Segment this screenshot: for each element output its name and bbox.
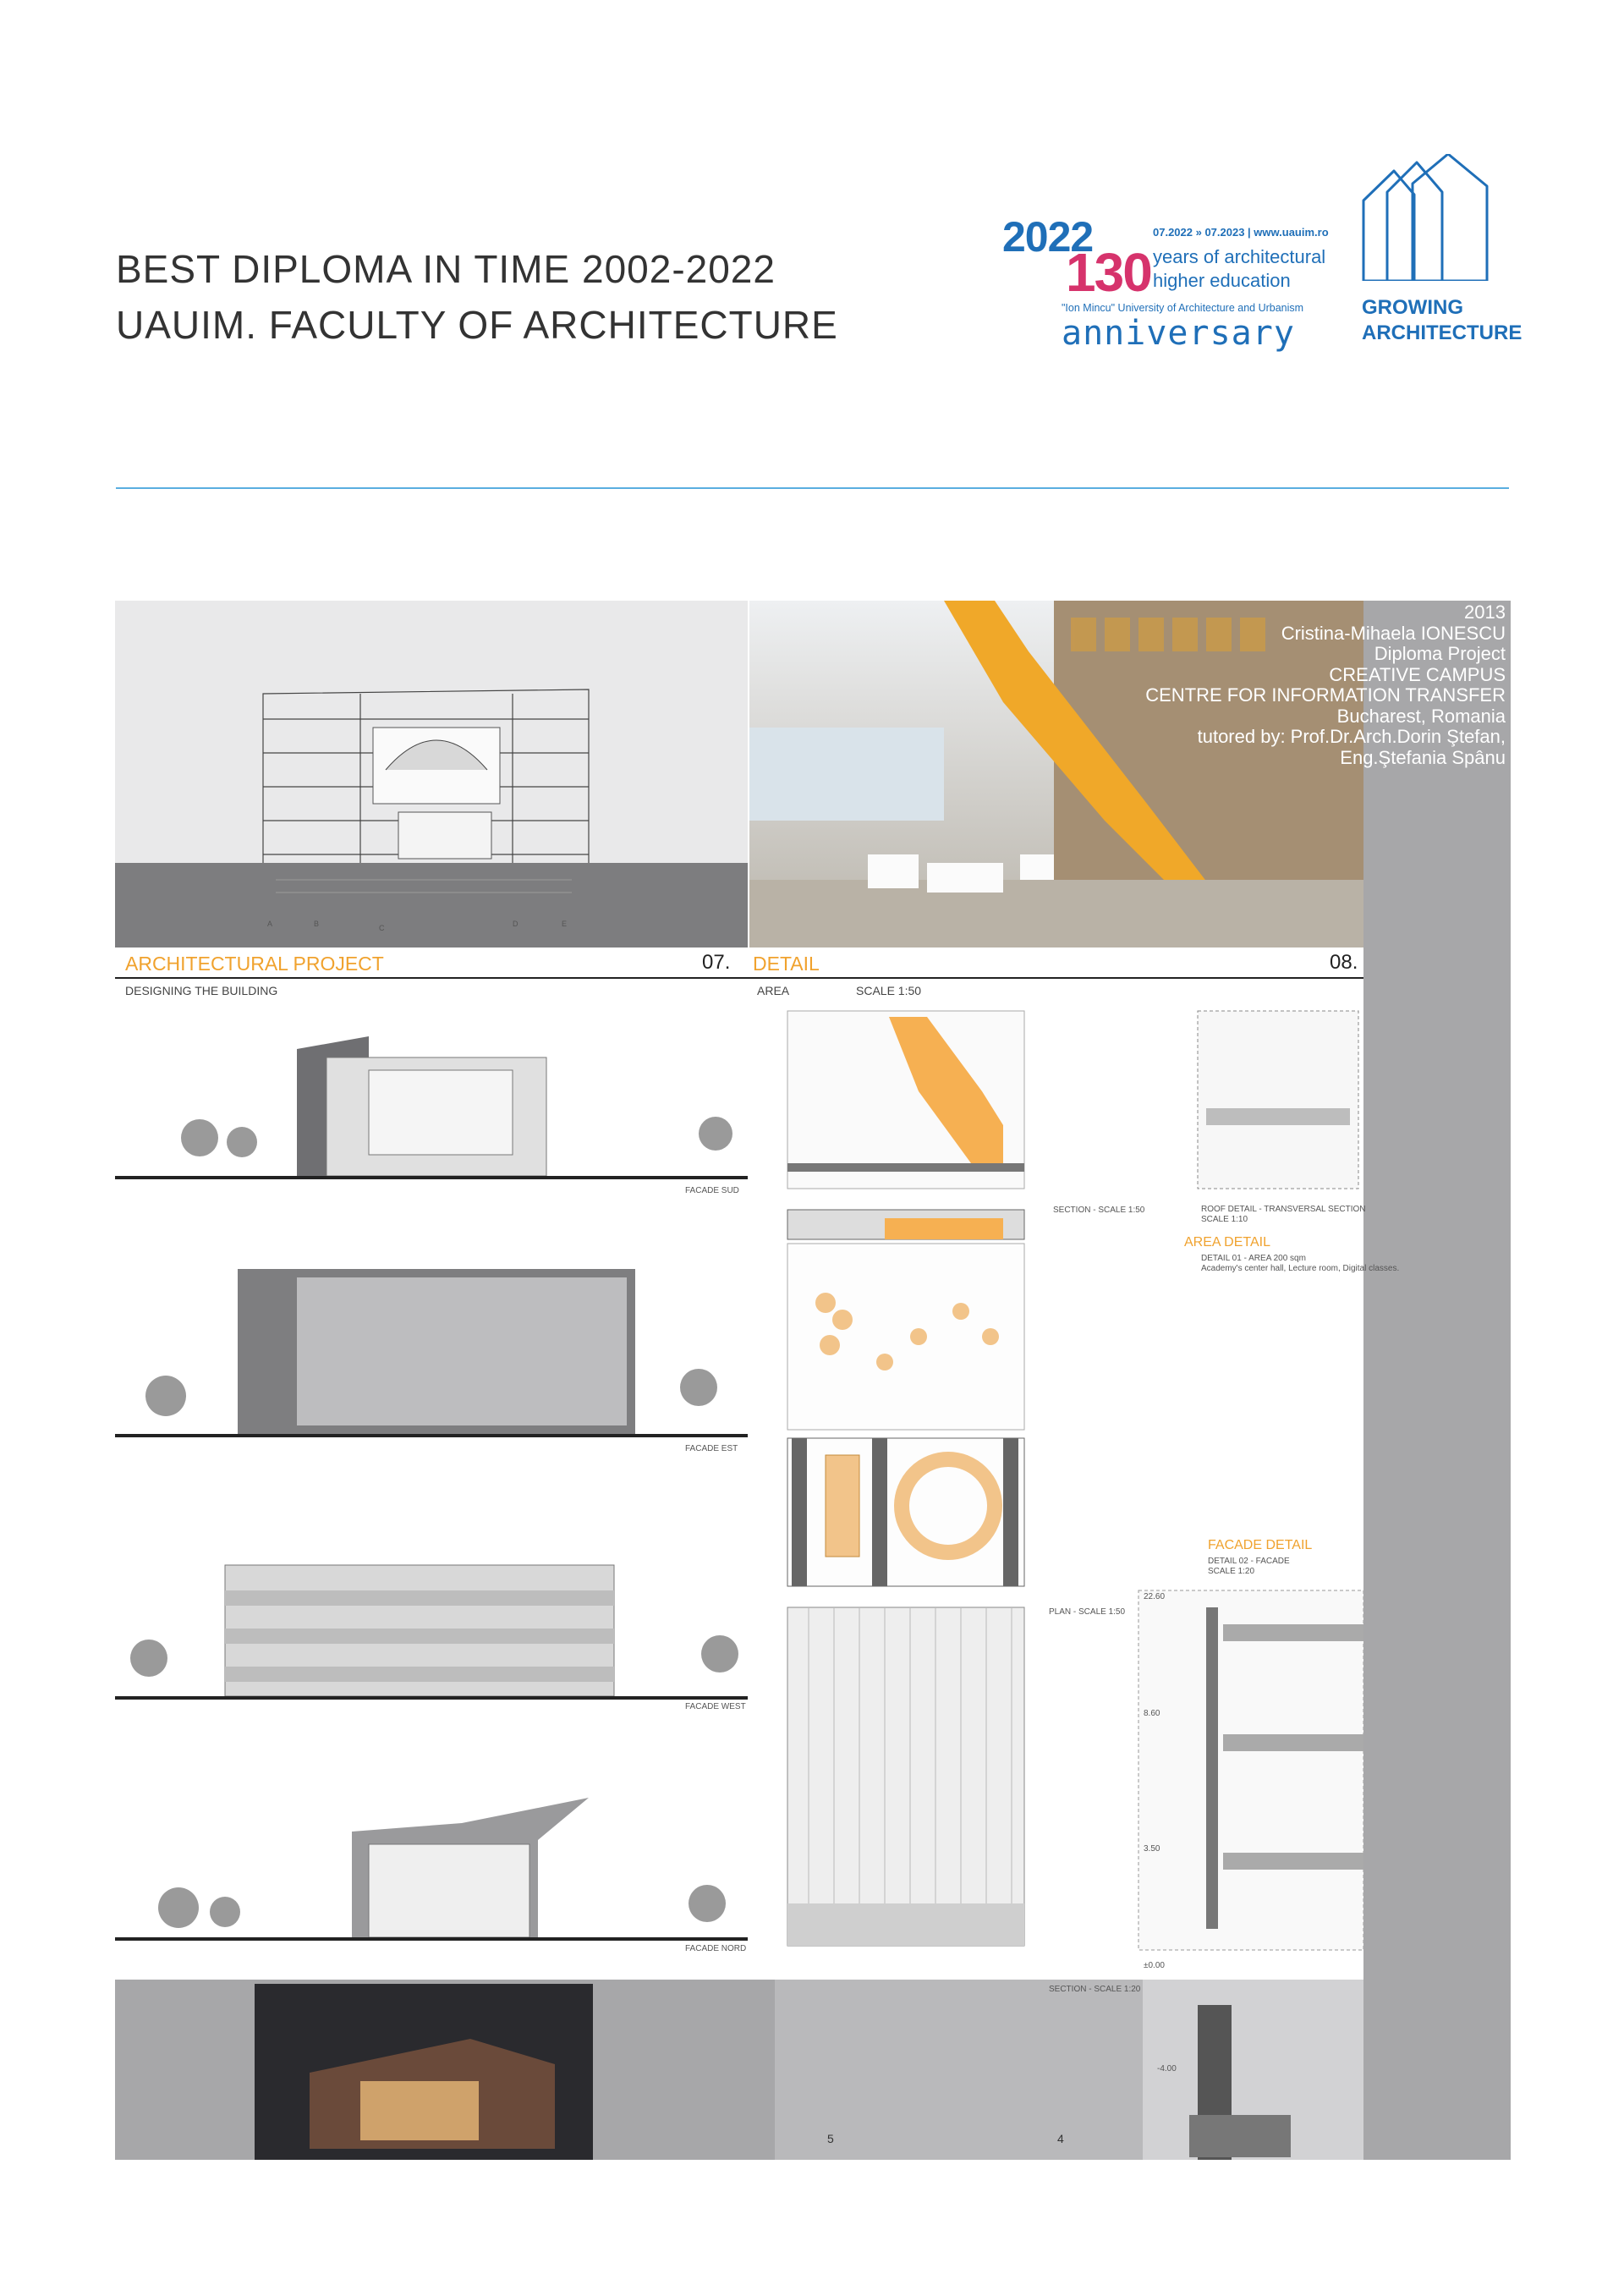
roof-detail-scale: SCALE 1:10 xyxy=(1201,1215,1248,1224)
area-label: AREA xyxy=(757,984,790,997)
area-detail-title-text: AREA DETAIL xyxy=(1184,1235,1270,1250)
grid-number-4: 4 xyxy=(1057,2132,1064,2145)
level-minus-4: -4.00 xyxy=(1157,2064,1177,2074)
growing-architecture-logo xyxy=(1353,154,1522,357)
grid-number-5: 5 xyxy=(827,2132,834,2145)
area-detail-title xyxy=(1184,1235,1270,1250)
facade-label-sud: FACADE SUD xyxy=(685,1186,739,1195)
facade-sud-drawing xyxy=(115,1036,748,1179)
axis-label-a: A xyxy=(267,920,273,928)
details-svg xyxy=(749,998,1366,1980)
section-number-08: 08. xyxy=(1330,951,1358,974)
facade-nord-drawing xyxy=(115,1798,748,1941)
growing-line-1: GROWING xyxy=(1362,296,1463,319)
axis-label-d: D xyxy=(513,920,518,928)
axis-label-c: C xyxy=(379,924,385,932)
project-location: Bucharest, Romania xyxy=(1336,705,1506,727)
anniversary-number: 130 xyxy=(1066,242,1151,303)
facade-label-nord: FACADE NORD xyxy=(685,1944,747,1953)
section-svg xyxy=(115,601,748,948)
anniversary-logo xyxy=(1002,207,1349,360)
anniversary-line-2: higher education xyxy=(1153,270,1291,291)
title-line-1: BEST DIPLOMA IN TIME 2002-2022 xyxy=(116,247,776,291)
facade-est-drawing xyxy=(115,1269,748,1437)
project-year: 2013 xyxy=(1464,601,1506,623)
area-detail-line-1: DETAIL 01 - AREA 200 sqm xyxy=(1201,1254,1306,1263)
level-22-60: 22.60 xyxy=(1144,1592,1166,1601)
anniversary-university: "Ion Mincu" University of Architecture and Urbanism xyxy=(1062,302,1304,314)
page-title xyxy=(116,241,838,353)
section-number-07: 07. xyxy=(702,951,731,974)
project-type: Diploma Project xyxy=(1374,643,1506,664)
anniversary-line-1: years of architectural xyxy=(1153,246,1326,267)
project-subtitle: CENTRE FOR INFORMATION TRANSFER xyxy=(1145,684,1506,706)
scale-label: SCALE 1:50 xyxy=(856,984,922,997)
section-title-detail: DETAIL xyxy=(753,953,820,975)
facades-column xyxy=(115,998,748,1975)
project-tutor-1: tutored by: Prof.Dr.Arch.Dorin Ştefan, xyxy=(1197,726,1506,747)
subtitle-designing: DESIGNING THE BUILDING xyxy=(125,984,278,997)
project-author: Cristina-Mihaela IONESCU xyxy=(1281,622,1506,644)
plan-caption: PLAN - SCALE 1:50 xyxy=(1049,1607,1126,1617)
anniversary-word: anniversary xyxy=(1062,314,1295,353)
facade-west-drawing xyxy=(115,1565,748,1700)
header-divider xyxy=(116,487,1509,489)
facade-detail-title-text: FACADE DETAIL xyxy=(1208,1538,1313,1552)
section-header-rule xyxy=(115,977,1363,979)
facade-detail-title xyxy=(1208,1538,1312,1553)
growing-line-2: ARCHITECTURE xyxy=(1362,321,1522,344)
level-0-00: ±0.00 xyxy=(1144,1961,1165,1970)
level-3-50: 3.50 xyxy=(1144,1844,1160,1854)
details-column xyxy=(749,998,1366,1980)
facades-svg xyxy=(115,998,748,1975)
section-caption: SECTION - SCALE 1:50 xyxy=(1053,1206,1145,1215)
project-tutor-2: Eng.Ştefania Spânu xyxy=(1340,746,1506,768)
building-section-drawing xyxy=(115,601,748,948)
facade-label-west: FACADE WEST xyxy=(685,1702,746,1711)
section-title-architectural: ARCHITECTURAL PROJECT xyxy=(125,953,384,975)
title-line-2: UAUIM. FACULTY OF ARCHITECTURE xyxy=(116,303,838,347)
roof-detail-label: ROOF DETAIL - TRANSVERSAL SECTION xyxy=(1201,1205,1366,1214)
section2-caption: SECTION - SCALE 1:20 xyxy=(1049,1985,1141,1994)
houses-icon xyxy=(1353,154,1522,281)
anniversary-year: 2022 xyxy=(1002,213,1094,261)
facade-detail-line-1: DETAIL 02 - FACADE xyxy=(1208,1557,1290,1566)
info-strip xyxy=(1363,601,1511,2160)
anniversary-dates: 07.2022 » 07.2023 | www.uauim.ro xyxy=(1153,226,1329,239)
area-detail-line-2: Academy's center hall, Lecture room, Digital classes. xyxy=(1201,1264,1400,1273)
axis-label-e: E xyxy=(562,920,568,928)
project-name: CREATIVE CAMPUS xyxy=(1329,663,1506,685)
axis-label-b: B xyxy=(314,920,320,928)
facade-detail-line-2: SCALE 1:20 xyxy=(1208,1567,1255,1576)
level-8-60: 8.60 xyxy=(1144,1709,1160,1718)
facade-label-est: FACADE EST xyxy=(685,1444,738,1453)
project-info xyxy=(1011,602,1506,768)
